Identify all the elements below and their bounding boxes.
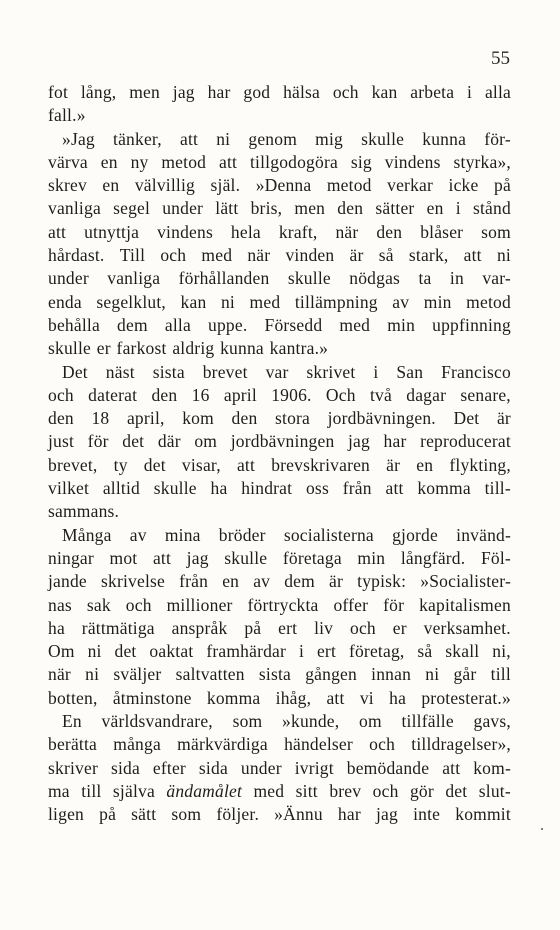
text-line: fall.» [48,105,86,126]
text-line: »Jag tänker, att ni genom mig skulle kunna för- [62,128,511,149]
text-line: skulle er farkost aldrig kunna kantra.» [48,338,329,359]
text-line: ha rättmätiga anspråk på ert liv och er verksamhet. [48,617,511,638]
text-line: just för det där om jordbävningen jag har reproducerat [48,431,511,452]
text-line: botten, åtminstone komma ihåg, att vi ha protesterat.» [48,687,511,708]
paper-speck [541,828,543,830]
text-line: Det näst sista brevet var skrivet i San Francisco [62,361,511,382]
text-line: att utnyttja vindens hela kraft, när den blåser som [48,221,511,242]
text-line: En världsvandrare, som »kunde, om tillfälle gavs, [62,711,511,732]
text-line: under vanliga förhållanden skulle nödgas ta in var- [48,268,511,289]
body-text [48,81,511,827]
text-line: och daterat den 16 april 1906. Och två dagar senare, [48,384,511,405]
text-line: nas sak och millioner förtryckta offer för kapitalismen [48,594,511,615]
text-line: skriver sida efter sida under ivrigt bemödande att kom- [48,757,511,778]
text-line: enda segelklut, kan ni med tillämpning av min metod [48,291,511,312]
text-line: när ni sväljer saltvatten sista gången innan ni går till [48,664,511,685]
text-line: vilket alltid skulle ha hindrat oss från att komma till- [48,478,511,499]
text-line: vanliga segel under lätt bris, men den sätter en i stånd [48,198,511,219]
text-line: fot lång, men jag har god hälsa och kan arbeta i alla [48,82,511,102]
text-line: behålla dem alla uppe. Försedd med min uppfinning [48,314,511,335]
text-line: skrev en välvillig själ. »Denna metod verkar icke på [48,175,511,196]
text-line: Om ni det oaktat framhärdar i ert företag, så skall ni, [48,641,511,662]
text-line: hårdast. Till och med när vinden är så stark, att ni [48,245,511,266]
text-line: ma till själva ändamålet med sitt brev och gör det slut- [48,780,511,801]
text-line: sammans. [48,501,120,522]
text-line: den 18 april, kom den stora jordbävningen. Det är [48,408,511,429]
text-line: värva en ny metod att tillgodogöra sig vindens styrka», [48,151,511,172]
text-line: jande skrivelse från en av dem är typisk: »Socialister- [48,571,511,592]
text-line: ligen på sätt som följer. »Ännu har jag inte kommit [48,804,511,825]
text-line: berätta många märkvärdiga händelser och tilldragelser», [48,734,511,755]
text-line: ningar mot att jag skulle företaga min långfärd. Föl- [48,547,511,568]
text-line: brevet, ty det visar, att brevskrivaren är en flykting, [48,454,511,475]
page-number: 55 [491,48,510,69]
text-line: Många av mina bröder socialisterna gjorde invänd- [62,524,511,545]
